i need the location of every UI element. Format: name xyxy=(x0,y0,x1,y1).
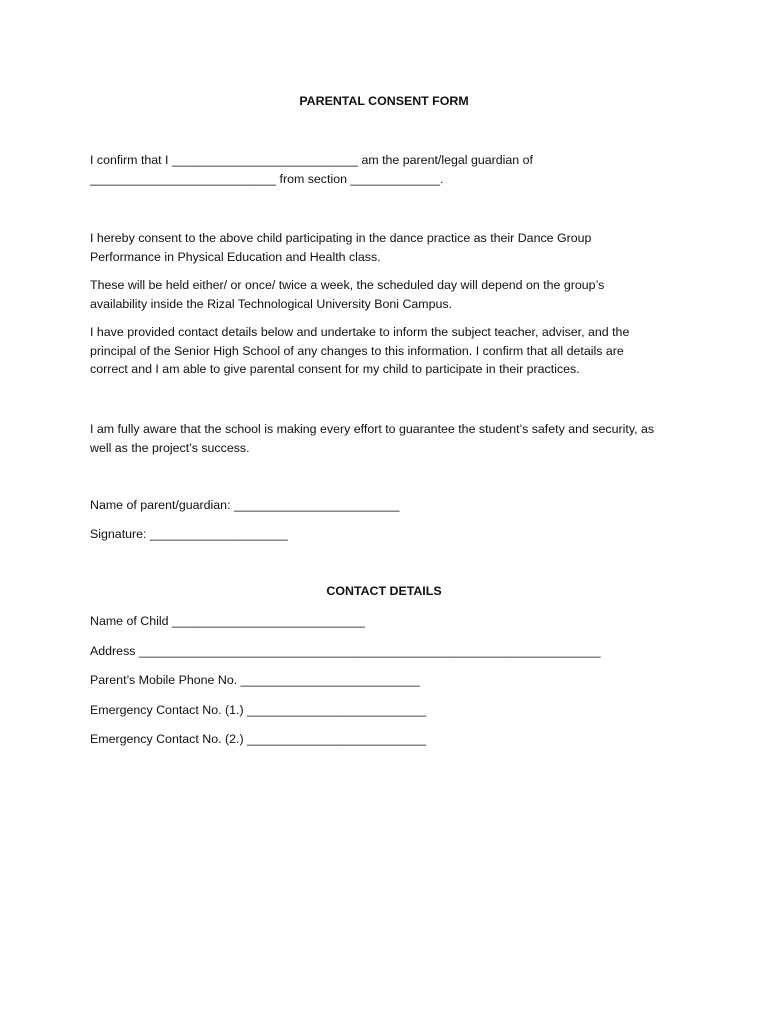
paragraph-line: correct and I am able to give parental consent for my child to participate in their practices. xyxy=(90,362,580,376)
confirm-line-2: ___________________________ from section _____________. xyxy=(90,172,444,186)
confirm-line-1: I confirm that I ___________________________ am the parent/legal guardian of xyxy=(90,153,533,167)
paragraph-line: These will be held either/ or once/ twice a week, the scheduled day will depend on the group’s xyxy=(90,278,605,292)
paragraph-line: I hereby consent to the above child participating in the dance practice as their Dance Group xyxy=(90,231,592,245)
consent-paragraph xyxy=(90,229,690,266)
signature-field[interactable]: Signature: ____________________ xyxy=(90,527,288,541)
contact-details-heading: CONTACT DETAILS xyxy=(326,584,442,598)
awareness-paragraph xyxy=(90,420,690,457)
child-name-field[interactable]: Name of Child ____________________________ xyxy=(90,614,365,628)
undertaking-paragraph xyxy=(90,323,690,379)
form-title: PARENTAL CONSENT FORM xyxy=(299,94,469,108)
parent-name-field[interactable]: Name of parent/guardian: ________________________ xyxy=(90,498,400,512)
paragraph-line: Performance in Physical Education and Health class. xyxy=(90,249,381,264)
address-field[interactable]: Address ___________________________________________________________________ xyxy=(90,644,601,658)
schedule-paragraph xyxy=(90,276,690,313)
paragraph-line: I am fully aware that the school is making every effort to guarantee the student’s safety and security, as xyxy=(90,422,655,436)
emergency-contact-2-field[interactable]: Emergency Contact No. (2.) __________________________ xyxy=(90,732,427,746)
paragraph-line: well as the project’s success. xyxy=(90,440,250,455)
emergency-contact-1-field[interactable]: Emergency Contact No. (1.) __________________________ xyxy=(90,703,427,717)
paragraph-line: I have provided contact details below and undertake to inform the subject teacher, adviser, and the xyxy=(90,325,630,339)
paragraph-line: availability inside the Rizal Technological University Boni Campus. xyxy=(90,296,453,311)
parent-mobile-field[interactable]: Parent’s Mobile Phone No. __________________________ xyxy=(90,673,420,687)
paragraph-line: principal of the Senior High School of any changes to this information. I confirm that all details are xyxy=(90,343,624,358)
